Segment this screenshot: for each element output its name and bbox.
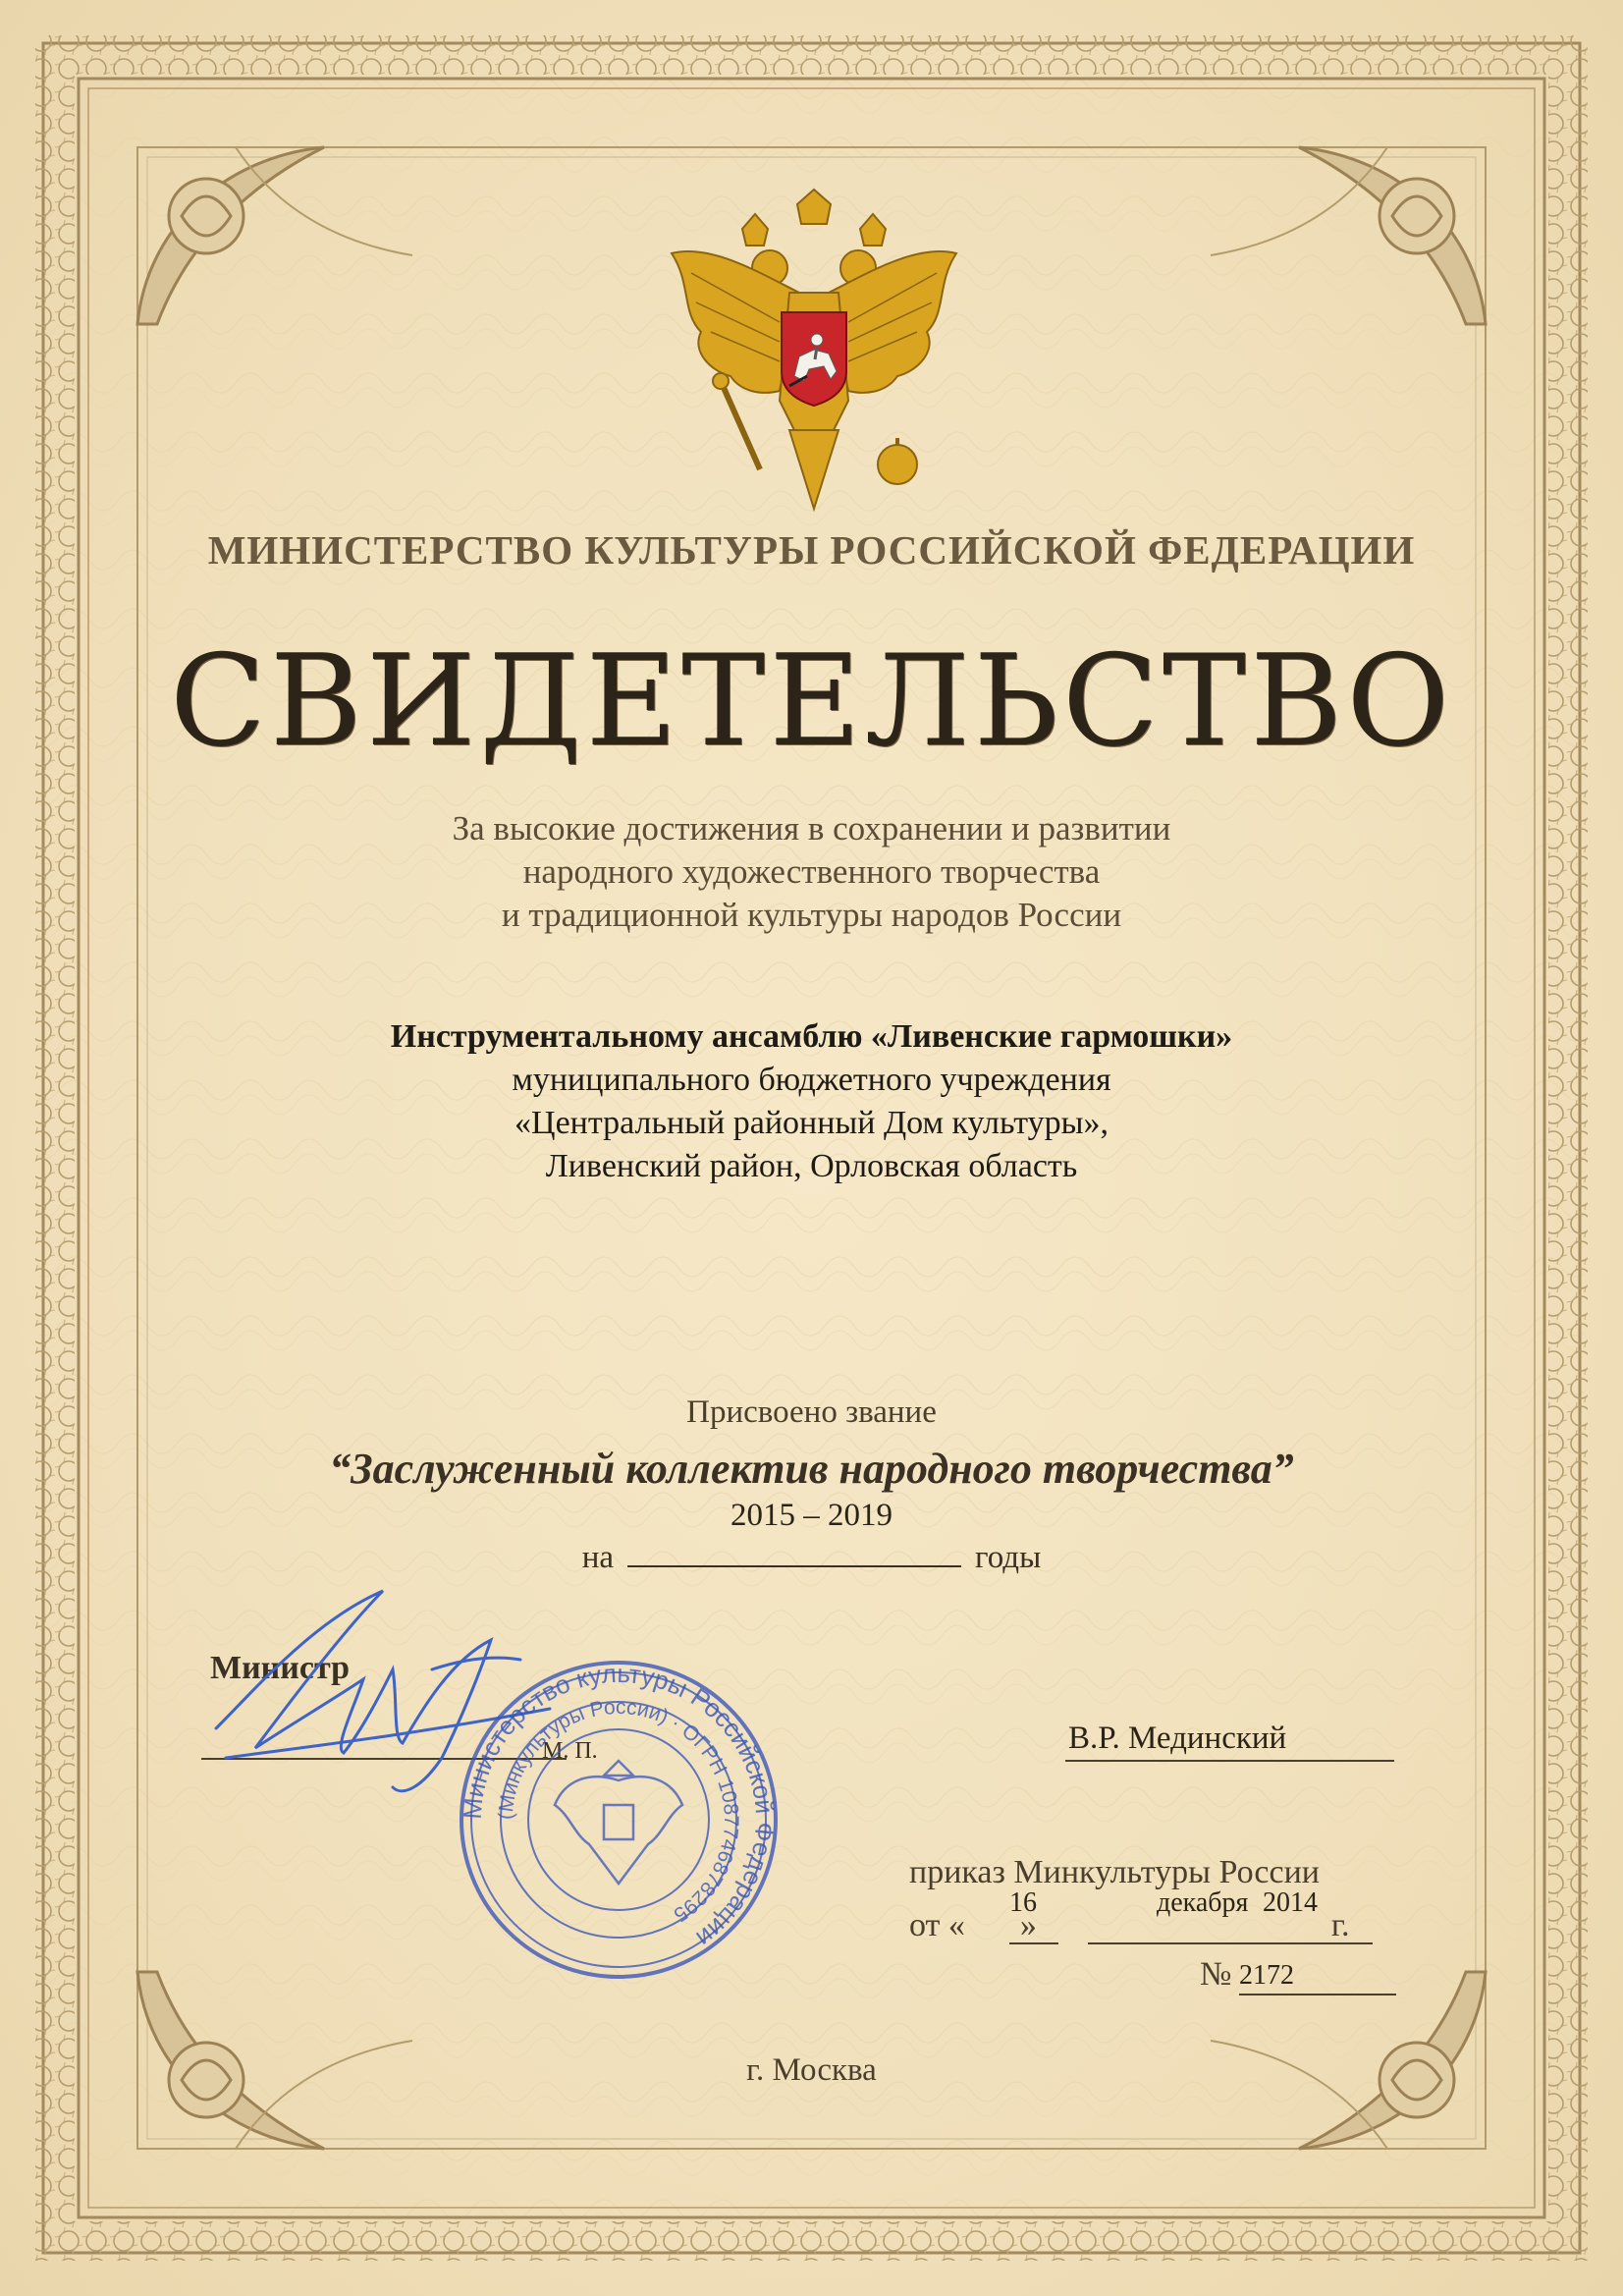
- order-date-suffix: г.: [1330, 1907, 1350, 1943]
- order-number-sign: №: [1200, 1956, 1232, 1993]
- order-day: 16: [1009, 1887, 1037, 1918]
- recipient-line-3: «Центральный районный Дом культуры»,: [514, 1105, 1109, 1141]
- minister-name: В.Р. Мединский: [1068, 1721, 1287, 1756]
- ministry-heading: МИНИСТЕРСТВО КУЛЬТУРЫ РОССИЙСКОЙ ФЕДЕРАЦИИ: [207, 527, 1416, 573]
- recipient-name: Инструментальному ансамблю «Ливенские гармошки»: [390, 1018, 1233, 1055]
- order-month: декабря: [1157, 1887, 1249, 1918]
- recipient-line-4: Ливенский район, Орловская область: [545, 1148, 1078, 1184]
- order-date-mid: »: [1019, 1907, 1037, 1943]
- order-number-underline: [1239, 1994, 1396, 1995]
- reason-text: [0, 807, 1623, 937]
- order-month-underline: [1088, 1942, 1373, 1944]
- order-number: 2172: [1239, 1960, 1294, 1991]
- minister-label: Министр: [210, 1650, 350, 1686]
- recipient-block: [0, 1015, 1623, 1188]
- svg-text:(Минкультуры России) · ОГРН 10: [495, 1696, 742, 1926]
- coat-of-arms-emblem: [652, 185, 976, 514]
- period-suffix: годы: [975, 1540, 1042, 1575]
- official-stamp-seal: [457, 1658, 781, 1982]
- reason-line-1: За высокие достижения в сохранении и развитии: [452, 809, 1171, 847]
- recipient-line-2: муниципального бюджетного учреждения: [512, 1062, 1111, 1098]
- stamp-place-label: М. П.: [542, 1738, 598, 1764]
- reason-line-2: народного художественного творчества: [522, 852, 1101, 891]
- minister-name-line: [1065, 1760, 1394, 1762]
- seal-inner-text: (Минкультуры России) · ОГРН 1087746878295: [494, 1695, 743, 1927]
- order-day-underline: [1009, 1942, 1058, 1944]
- issue-city: г. Москва: [746, 2052, 877, 2088]
- period-underline: [627, 1540, 961, 1567]
- award-years: 2015 – 2019: [730, 1498, 893, 1533]
- order-date-prefix: от «: [909, 1907, 965, 1943]
- awarded-title: “Заслуженный коллектив народного творчества”: [329, 1445, 1294, 1493]
- reason-line-3: и традиционной культуры народов России: [501, 896, 1122, 934]
- period-prefix: на: [581, 1540, 615, 1575]
- order-title: приказ Минкультуры России: [909, 1854, 1320, 1890]
- awarded-label: Присвоено звание: [686, 1394, 937, 1430]
- certificate-title: СВИДЕТЕЛЬСТВО: [169, 629, 1454, 775]
- seal-outer-text: Министерство культуры Российской Федерации: [457, 1658, 781, 1954]
- order-year: 2014: [1263, 1887, 1318, 1918]
